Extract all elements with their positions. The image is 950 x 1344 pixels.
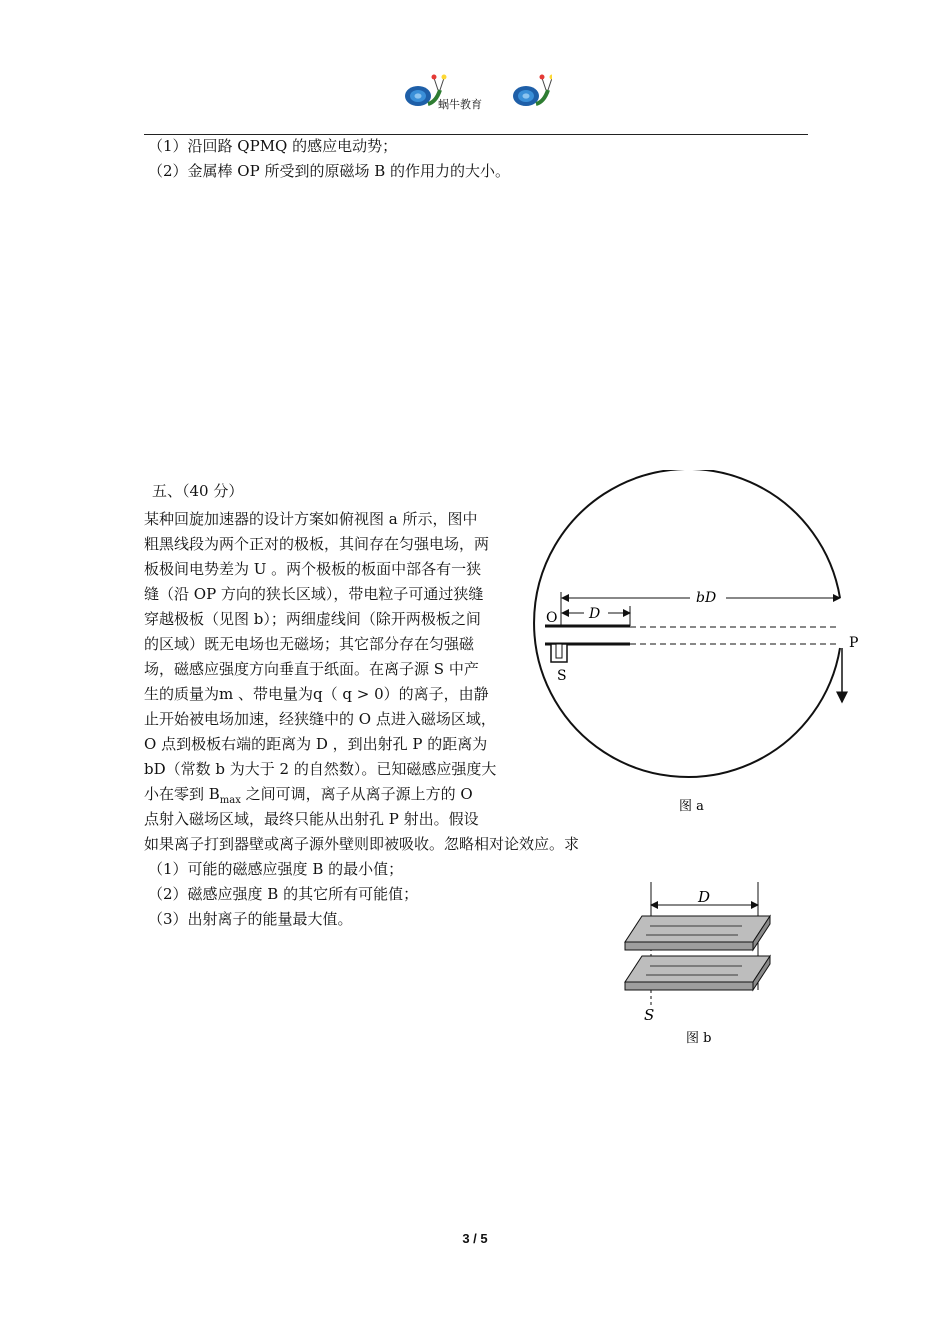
upper-plate-b	[625, 916, 770, 950]
label-p: P	[849, 635, 859, 651]
problem-line: 生的质量为m 、带电量为q（ q > 0）的离子，由静	[144, 685, 489, 703]
problem-line: O 点到极板右端的距离为 D ，到出射孔 P 的距离为	[144, 735, 488, 753]
snail-icon	[513, 75, 552, 107]
problem-line: 粗黑线段为两个正对的极板，其间存在匀强电场，两	[144, 535, 490, 553]
bmax-sub: max	[219, 795, 241, 806]
label-s-b: S	[644, 1006, 655, 1024]
prev-question-2: （2）金属棒 OP 所受到的原磁场 B 的作用力的大小。	[148, 162, 511, 180]
lower-plate-b	[625, 956, 770, 990]
sub-question-1: （1）可能的磁感应强度 B 的最小值；	[148, 860, 404, 878]
problem-line: 穿越极板（见图 b）；两细虚线间（除开两极板之间	[144, 610, 481, 628]
figure-a-caption: 图 a	[679, 799, 704, 814]
problem-line: 缝（沿 OP 方向的狭长区域），带电粒子可通过狭缝	[144, 585, 484, 603]
prev-question-1: （1）沿回路 QPMQ 的感应电动势；	[148, 137, 398, 155]
problem-line: 点射入磁场区域，最终只能从出射孔 P 射出。假设	[144, 810, 479, 828]
problem-line: 的区域）既无电场也无磁场；其它部分存在匀强磁	[144, 635, 475, 653]
sub-question-2: （2）磁感应强度 B 的其它所有可能值；	[148, 885, 419, 903]
brand-text: 蜗牛教育	[438, 98, 482, 111]
bmax-post: 之间可调，离子从离子源上方的 O	[240, 785, 473, 803]
problem-line: 止开始被电场加速，经狭缝中的 O 点进入磁场区域，	[144, 710, 496, 728]
problem-line: 板极间电势差为 U 。两个极板的板面中部各有一狭	[144, 560, 482, 578]
label-d-b: D	[698, 888, 711, 906]
bmax-pre: 小在零到 B	[144, 785, 220, 803]
label-bd: bD	[696, 590, 717, 606]
page-number: 3 / 5	[462, 1231, 488, 1246]
section-heading: 五、（40 分）	[152, 482, 244, 500]
label-o: O	[546, 610, 558, 626]
problem-line: 如果离子打到器壁或离子源外壁则即被吸收。忽略相对论效应。求	[144, 835, 580, 853]
problem-line: 某种回旋加速器的设计方案如俯视图 a 所示，图中	[144, 510, 478, 528]
figure-a	[530, 470, 870, 820]
label-s: S	[557, 668, 567, 684]
label-d: D	[589, 606, 601, 622]
sub-question-3: （3）出射离子的能量最大值。	[148, 910, 353, 928]
accelerator-wall	[534, 470, 840, 777]
problem-line: bD（常数 b 为大于 2 的自然数）。已知磁感应强度大	[144, 760, 497, 778]
problem-line: 场，磁感应强度方向垂直于纸面。在离子源 S 中产	[144, 660, 479, 678]
figure-b-caption: 图 b	[686, 1031, 712, 1046]
figure-b	[618, 880, 788, 1050]
